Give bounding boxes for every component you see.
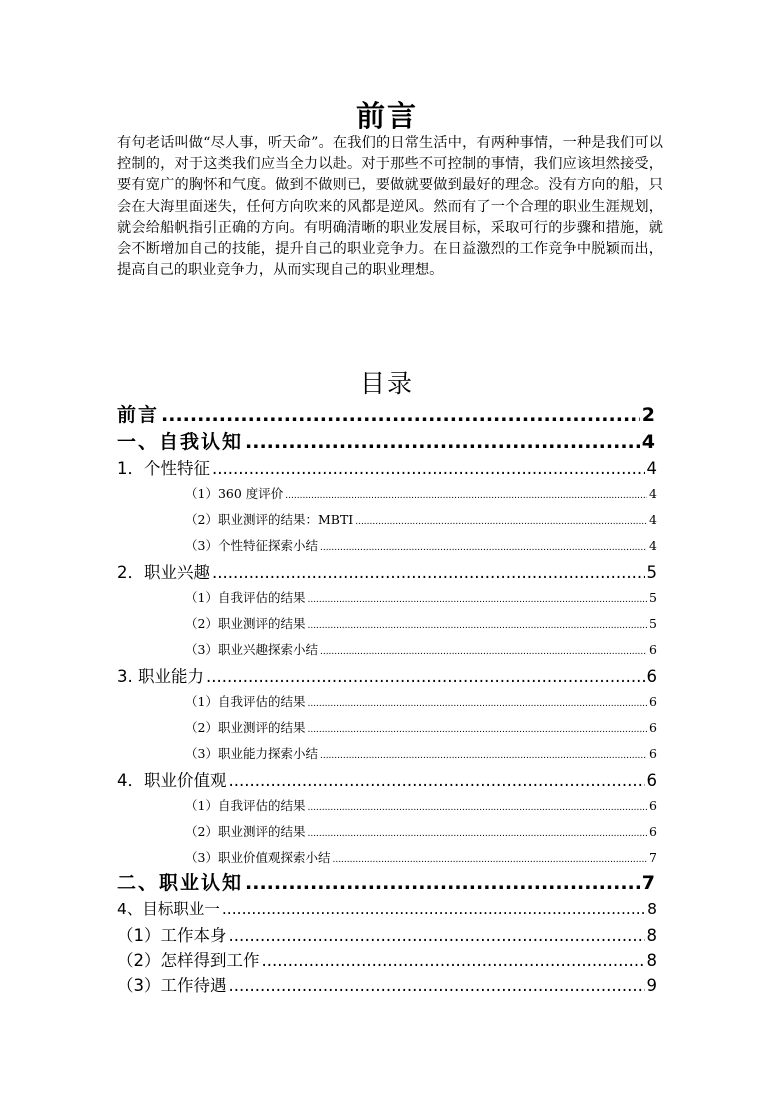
- toc-page-number: 6: [649, 720, 657, 735]
- toc-entry-ability-test[interactable]: [185, 718, 657, 736]
- toc-page-number: 6: [649, 798, 657, 813]
- toc-entry-ability-self[interactable]: [185, 692, 657, 710]
- preface-body: 有句老话叫做“尽人事，听天命”。在我们的日常生活中，有两种事情，一种是我们可以控制的，对于这类我们应当全力以赴。对于那些不可控制的事情，我们应该坦然接受，要有宽广的胸怀和气度。做到不做则已，要做就要做到最好的理念。没有方向的船，只会在大海里面迷失，任何方向吹来的风都是逆风。然而有了一个合理的职业生涯规划，就会给船帆指引正确的方向。有明确清晰的职业发展目标，采取可行的步骤和措施，就会不断增加自己的技能，提升自己的职业竞争力。在日益激烈的工作竞争中脱颖而出，提高自己的职业竞争力，从而实现自己的职业理想。: [117, 135, 663, 279]
- toc-entry-values-self[interactable]: [185, 796, 657, 814]
- toc-leader-dots: [229, 976, 645, 995]
- toc-leader-dots: [320, 647, 647, 657]
- toc-page-number: 6: [649, 746, 657, 761]
- toc-page-number: 6: [649, 642, 657, 657]
- toc-page-number: 6: [649, 694, 657, 709]
- toc-entry-label: （1）自我评估的结果: [185, 694, 306, 709]
- toc-entry-preface[interactable]: [117, 400, 657, 427]
- toc-entry-label: 3. 职业能力: [117, 667, 204, 686]
- toc-entry-personality-summary[interactable]: [185, 536, 657, 554]
- toc-entry-360-review[interactable]: [185, 484, 657, 502]
- toc-entry-label: （3）职业能力探索小结: [185, 746, 318, 761]
- toc-entry-label: 2．职业兴趣: [117, 563, 210, 582]
- toc-page-number: 5: [649, 616, 657, 631]
- toc-entry-label: 一、自我认知: [117, 431, 244, 453]
- toc-entry-label: 二、职业认知: [117, 872, 244, 894]
- toc-entry-label: （3）职业价值观探索小结: [185, 850, 331, 865]
- toc-entry-career-awareness[interactable]: [117, 868, 657, 895]
- toc-entry-mbti[interactable]: [185, 510, 657, 528]
- toc-entry-label: 4、目标职业一: [117, 900, 220, 918]
- toc-leader-dots: [285, 491, 647, 501]
- toc-page-number: 4: [649, 512, 657, 527]
- toc-leader-dots: [212, 459, 645, 478]
- toc-leader-dots: [222, 900, 645, 918]
- toc-entry-ability-summary[interactable]: [185, 744, 657, 762]
- toc-leader-dots: [320, 751, 647, 761]
- toc-page-number: 6: [649, 824, 657, 839]
- toc-entry-values-test[interactable]: [185, 822, 657, 840]
- toc-entry-get-job[interactable]: [117, 947, 657, 971]
- toc-leader-dots: [307, 725, 647, 735]
- toc-entry-job-itself[interactable]: [117, 922, 657, 946]
- toc-leader-dots: [320, 543, 647, 553]
- toc-leader-dots: [245, 431, 640, 453]
- toc-entry-label: （1）自我评估的结果: [185, 798, 306, 813]
- toc-entry-label: （2）怎样得到工作: [117, 951, 260, 970]
- toc-page-number: 6: [646, 771, 657, 790]
- toc-entry-label: （1）工作本身: [117, 926, 227, 945]
- toc-entry-label: 前言: [117, 404, 160, 426]
- toc-leader-dots: [355, 517, 647, 527]
- toc-page-number: 8: [647, 900, 657, 918]
- toc-leader-dots: [229, 771, 645, 790]
- toc-entry-self-awareness[interactable]: [117, 427, 657, 454]
- toc-entry-personality[interactable]: [117, 455, 657, 479]
- toc-entry-interest-summary[interactable]: [185, 640, 657, 658]
- preface-title: 前言: [355, 99, 418, 133]
- toc-title: 目录: [359, 369, 414, 398]
- toc-entry-label: （3）个性特征探索小结: [185, 538, 318, 553]
- toc-page-number: 4: [646, 459, 657, 478]
- toc-entry-label: （2）职业测评的结果: [185, 616, 306, 631]
- toc-leader-dots: [229, 926, 645, 945]
- toc-entry-label: 4．职业价值观: [117, 771, 227, 790]
- toc-entry-label: （3）工作待遇: [117, 976, 227, 995]
- toc-page-number: 2: [641, 404, 657, 426]
- toc-entry-interest-test[interactable]: [185, 614, 657, 632]
- toc-entry-label: （1）360 度评价: [185, 486, 284, 501]
- toc-leader-dots: [307, 621, 647, 631]
- toc-entry-job-pay[interactable]: [117, 972, 657, 996]
- toc-entry-interest-self[interactable]: [185, 588, 657, 606]
- toc-entry-label: （2）职业测评的结果: [185, 720, 306, 735]
- toc-leader-dots: [212, 563, 645, 582]
- toc-page-number: 6: [646, 667, 657, 686]
- toc-entry-ability[interactable]: [117, 663, 657, 687]
- toc-page-number: 8: [646, 951, 657, 970]
- toc-leader-dots: [332, 855, 647, 865]
- toc-leader-dots: [307, 699, 647, 709]
- toc-leader-dots: [161, 404, 640, 426]
- toc-entry-values-summary[interactable]: [185, 848, 657, 866]
- toc-leader-dots: [262, 951, 645, 970]
- toc-entry-label: 1．个性特征: [117, 459, 210, 478]
- toc-page-number: 7: [649, 850, 657, 865]
- toc-entry-target-job[interactable]: [117, 897, 657, 919]
- toc-page-number: 4: [641, 431, 657, 453]
- toc-page-number: 8: [646, 926, 657, 945]
- toc-entry-label: （2）职业测评的结果: [185, 824, 306, 839]
- toc-page-number: 4: [649, 538, 657, 553]
- toc-leader-dots: [307, 595, 647, 605]
- toc-leader-dots: [206, 667, 645, 686]
- toc-page-number: 5: [646, 563, 657, 582]
- toc-entry-label: （2）职业测评的结果：MBTI: [185, 512, 354, 527]
- toc-entry-values[interactable]: [117, 767, 657, 791]
- toc-entry-label: （1）自我评估的结果: [185, 590, 306, 605]
- toc-entry-label: （3）职业兴趣探索小结: [185, 642, 318, 657]
- toc-leader-dots: [245, 872, 640, 894]
- toc-leader-dots: [307, 829, 647, 839]
- toc-page-number: 5: [649, 590, 657, 605]
- toc-leader-dots: [307, 803, 647, 813]
- toc-entry-interest[interactable]: [117, 559, 657, 583]
- toc-page-number: 4: [649, 486, 657, 501]
- toc-page-number: 7: [641, 872, 657, 894]
- toc-page-number: 9: [646, 976, 657, 995]
